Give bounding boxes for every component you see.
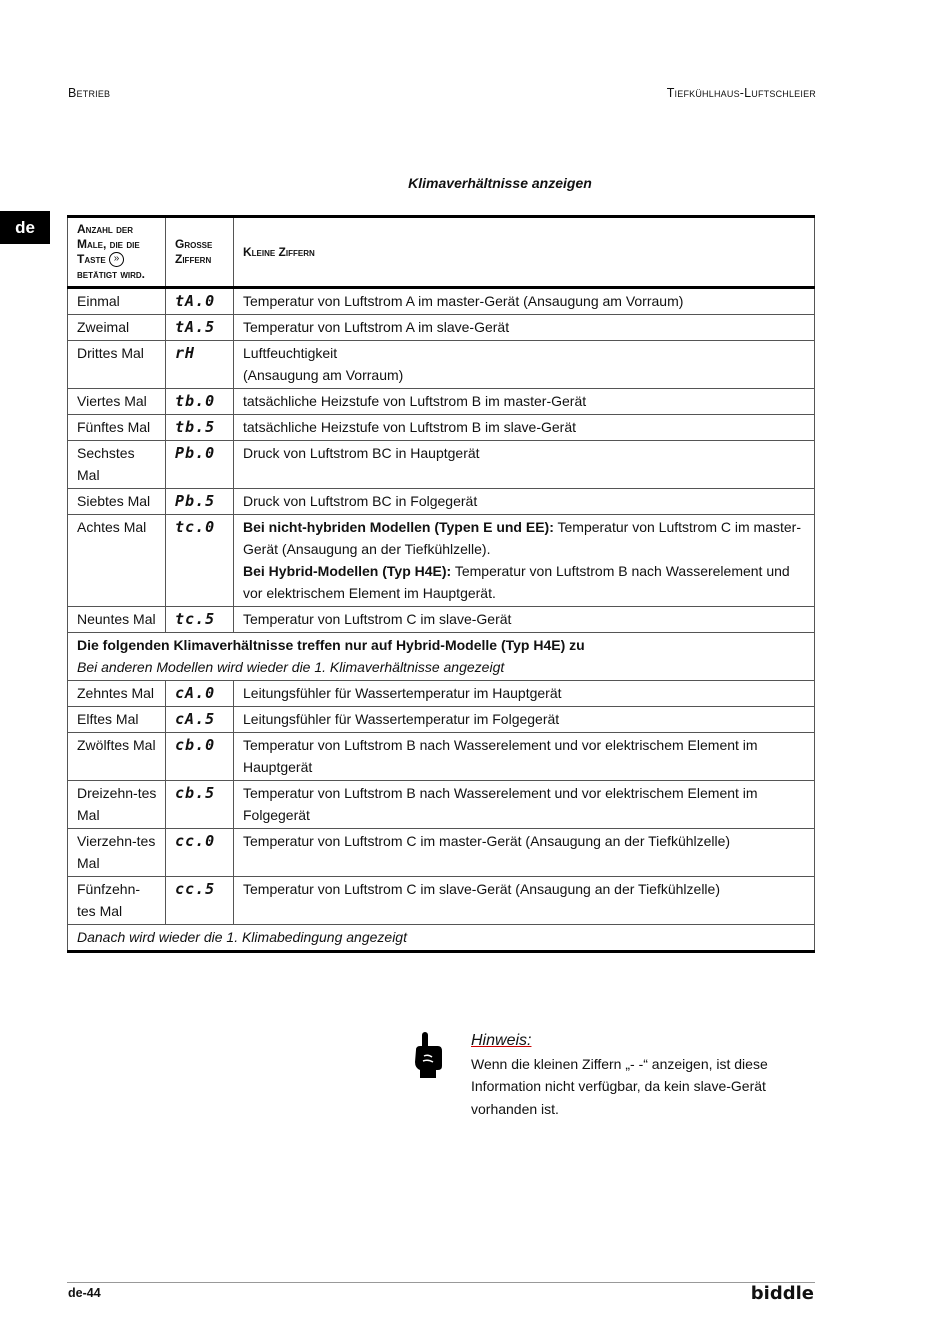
display-code: tc.0 xyxy=(166,515,234,607)
press-count: Vierzehn-tes Mal xyxy=(68,829,166,877)
press-count: Sechstes Mal xyxy=(68,441,166,489)
description: Temperatur von Luftstrom C im master-Gerät (Ansaugung an der Tiefkühlzelle) xyxy=(234,829,815,877)
description: tatsächliche Heizstufe von Luftstrom B im master-Gerät xyxy=(234,389,815,415)
table-footer-row xyxy=(68,925,815,952)
press-count: Einmal xyxy=(68,288,166,315)
press-count: Dreizehn-tes Mal xyxy=(68,781,166,829)
press-count: Fünfzehn-tes Mal xyxy=(68,877,166,925)
display-code: cA.0 xyxy=(166,681,234,707)
display-code: tA.5 xyxy=(166,315,234,341)
footer-divider xyxy=(67,1282,815,1283)
table-row xyxy=(68,515,815,607)
description: Druck von Luftstrom BC in Folgegerät xyxy=(234,489,815,515)
description: tatsächliche Heizstufe von Luftstrom B im slave-Gerät xyxy=(234,415,815,441)
display-code: cc.0 xyxy=(166,829,234,877)
table-row xyxy=(68,415,815,441)
description: Bei nicht-hybriden Modellen (Typen E und EE): Temperatur von Luftstrom C im master-Gerät (Ansaugung an der Tiefkühlzelle). Bei Hybrid-Modellen (Typ H4E): Temperatur von Luftstrom B nach Wasserelement und vor elektrischem Element im Hauptgerät. xyxy=(234,515,815,607)
note-box xyxy=(471,1030,811,1120)
press-count: Neuntes Mal xyxy=(68,607,166,633)
table-row xyxy=(68,681,815,707)
display-code: Pb.5 xyxy=(166,489,234,515)
display-code: cb.5 xyxy=(166,781,234,829)
display-code: rH xyxy=(166,341,234,389)
press-count: Zwölftes Mal xyxy=(68,733,166,781)
description: Leitungsfühler für Wassertemperatur im Hauptgerät xyxy=(234,681,815,707)
hybrid-note-title: Die folgenden Klimaverhältnisse treffen nur auf Hybrid-Modelle (Typ H4E) zu xyxy=(77,637,585,654)
brand-logo: biddle xyxy=(750,1283,814,1304)
description: Temperatur von Luftstrom C im slave-Gerät xyxy=(234,607,815,633)
hybrid-note-row xyxy=(68,633,815,681)
display-code: cA.5 xyxy=(166,707,234,733)
table-row xyxy=(68,829,815,877)
display-code: Pb.0 xyxy=(166,441,234,489)
display-code: cc.5 xyxy=(166,877,234,925)
description: Luftfeuchtigkeit (Ansaugung am Vorraum) xyxy=(234,341,815,389)
description: Druck von Luftstrom BC in Hauptgerät xyxy=(234,441,815,489)
hybrid-note xyxy=(68,633,815,681)
table-row xyxy=(68,315,815,341)
table-footer-note: Danach wird wieder die 1. Klimabedingung angezeigt xyxy=(68,925,815,952)
press-count: Achtes Mal xyxy=(68,515,166,607)
table-row xyxy=(68,288,815,315)
display-code: tb.0 xyxy=(166,389,234,415)
table-row xyxy=(68,389,815,415)
note-text: Wenn die kleinen Ziffern „- -“ anzeigen, ist diese Information nicht verfügbar, da kein slave-Gerät vorhanden ist. xyxy=(471,1055,768,1117)
display-code: cb.0 xyxy=(166,733,234,781)
press-count: Viertes Mal xyxy=(68,389,166,415)
table-row xyxy=(68,877,815,925)
language-tab: de xyxy=(0,211,50,244)
header-document-title: Tiefkühlhaus-Luftschleier xyxy=(666,86,816,100)
pointing-hand-icon xyxy=(410,1030,444,1080)
table-row xyxy=(68,441,815,489)
header-section: Betrieb xyxy=(68,86,111,100)
description: Temperatur von Luftstrom A im slave-Gerät xyxy=(234,315,815,341)
description: Temperatur von Luftstrom B nach Wasserelement und vor elektrischem Element im Folgegerät xyxy=(234,781,815,829)
description: Temperatur von Luftstrom A im master-Gerät (Ansaugung am Vorraum) xyxy=(234,288,815,315)
description: Temperatur von Luftstrom B nach Wasserelement und vor elektrischem Element im Hauptgerät xyxy=(234,733,815,781)
double-arrow-icon: » xyxy=(109,252,124,267)
hybrid-note-sub: Bei anderen Modellen wird wieder die 1. Klimaverhältnisse angezeigt xyxy=(77,659,505,676)
press-count: Elftes Mal xyxy=(68,707,166,733)
note-title: Hinweis: xyxy=(471,1032,532,1049)
header-large-digits: Große Ziffern xyxy=(166,217,234,288)
display-code: tA.0 xyxy=(166,288,234,315)
display-code: tc.5 xyxy=(166,607,234,633)
header-small-digits: Kleine Ziffern xyxy=(234,217,815,288)
table-row xyxy=(68,489,815,515)
description: Temperatur von Luftstrom C im slave-Gerät (Ansaugung an der Tiefkühlzelle) xyxy=(234,877,815,925)
table-header-row xyxy=(68,217,815,288)
table-row xyxy=(68,733,815,781)
press-count: Siebtes Mal xyxy=(68,489,166,515)
table-row xyxy=(68,341,815,389)
table-row xyxy=(68,707,815,733)
page-number: de-44 xyxy=(68,1286,101,1300)
header-press-count: Anzahl der Male, die die Taste » betätigt wird. xyxy=(68,217,166,288)
section-title: Klimaverhältnisse anzeigen xyxy=(408,175,592,191)
table-row xyxy=(68,607,815,633)
press-count: Zweimal xyxy=(68,315,166,341)
press-count: Drittes Mal xyxy=(68,341,166,389)
description: Leitungsfühler für Wassertemperatur im Folgegerät xyxy=(234,707,815,733)
climate-table xyxy=(67,215,815,953)
press-count: Fünftes Mal xyxy=(68,415,166,441)
table-row xyxy=(68,781,815,829)
display-code: tb.5 xyxy=(166,415,234,441)
press-count: Zehntes Mal xyxy=(68,681,166,707)
